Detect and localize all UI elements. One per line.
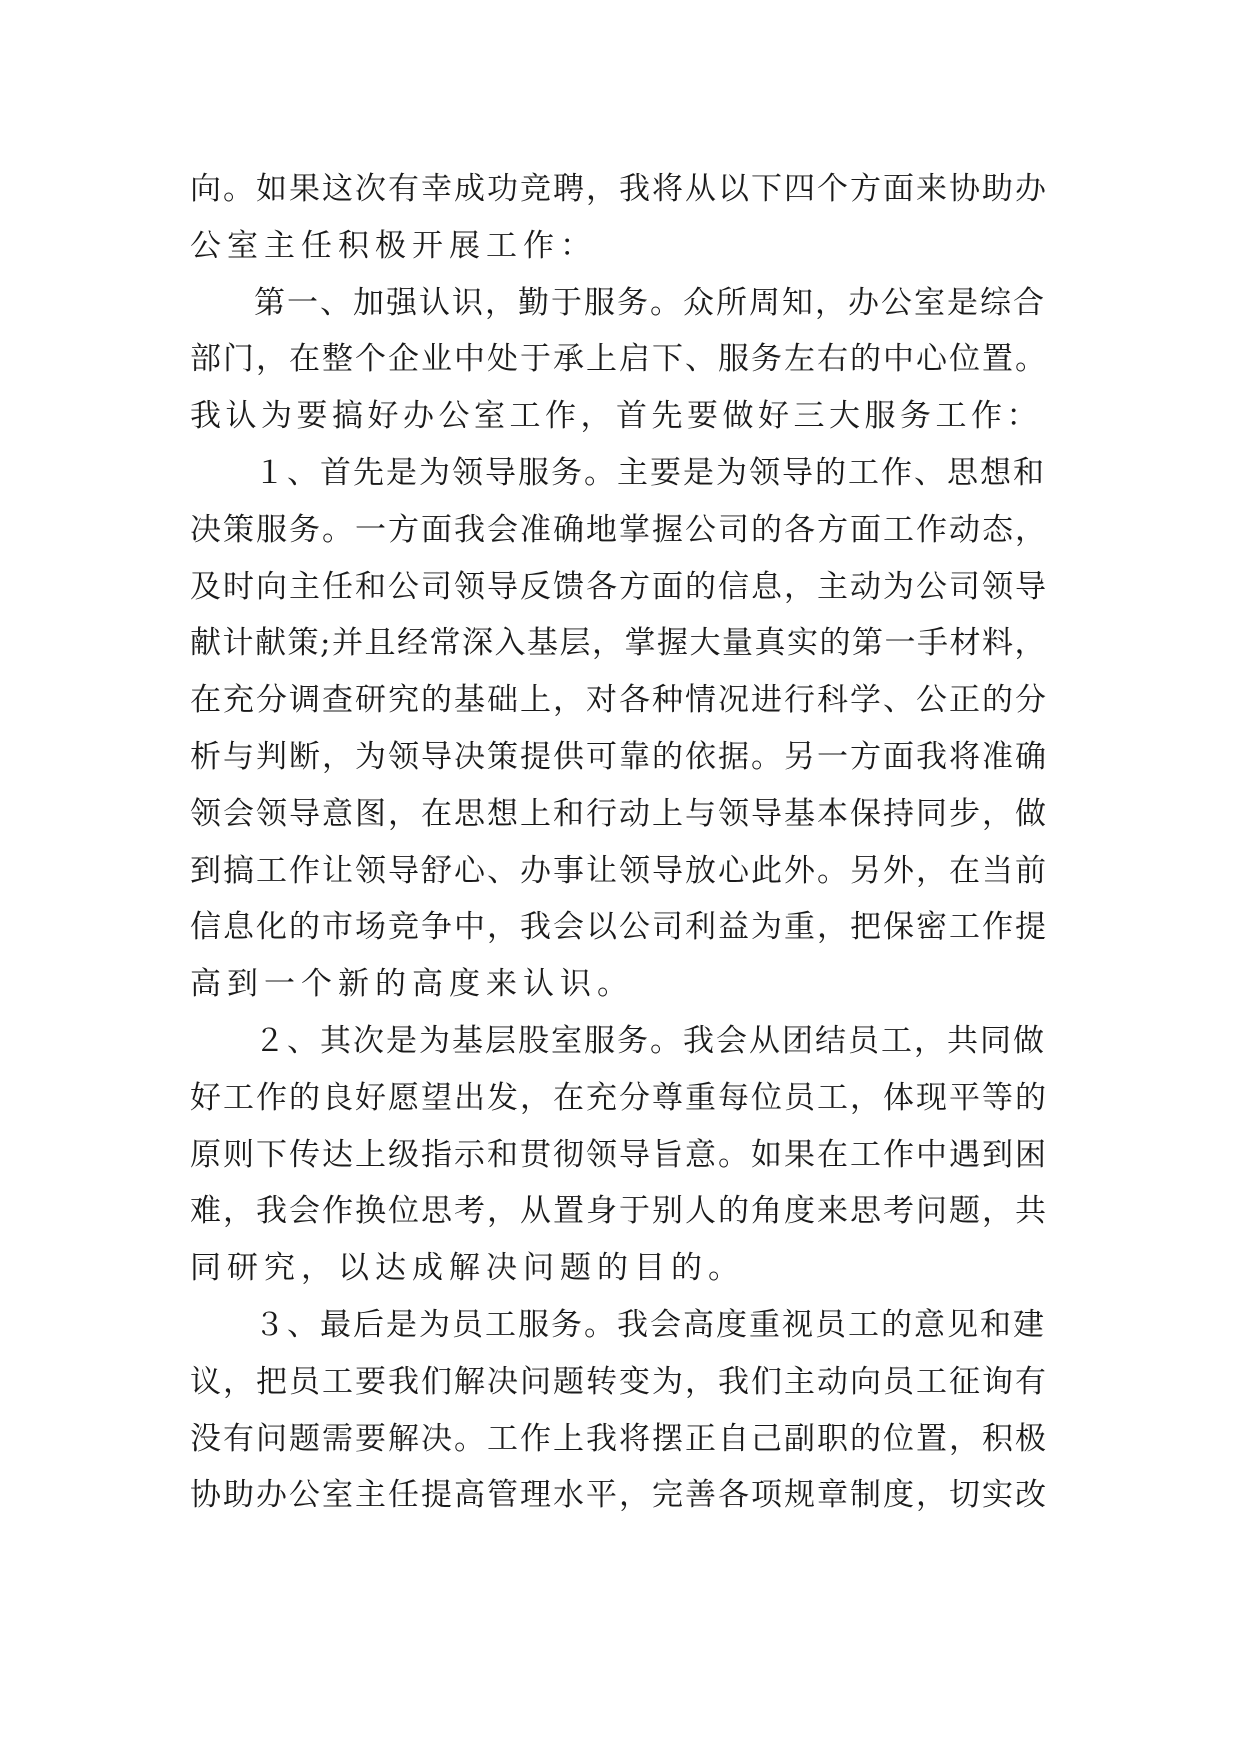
text-line: 及时向主任和公司领导反馈各方面的信息，主动为公司领导 bbox=[190, 568, 1048, 605]
text-line: 议，把员工要我们解决问题转变为，我们主动向员工征询有 bbox=[190, 1363, 1048, 1400]
paragraph-first-line: 第一、加强认识，勤于服务。众所周知，办公室是综合 bbox=[254, 284, 1046, 321]
text-line: 公室主任积极开展工作： bbox=[190, 227, 597, 264]
text-line: 部门，在整个企业中处于承上启下、服务左右的中心位置。 bbox=[190, 341, 1048, 378]
text-line: 协助办公室主任提高管理水平，完善各项规章制度，切实改 bbox=[190, 1477, 1048, 1514]
text-line: 向。如果这次有幸成功竞聘，我将从以下四个方面来协助办 bbox=[190, 171, 1048, 207]
text-line: 高到一个新的高度来认识。 bbox=[190, 966, 634, 1003]
text-line: 难，我会作换位思考，从置身于别人的角度来思考问题，共 bbox=[190, 1193, 1048, 1230]
text-line: 在充分调查研究的基础上，对各种情况进行科学、公正的分 bbox=[190, 682, 1048, 719]
text-line: 好工作的良好愿望出发，在充分尊重每位员工，体现平等的 bbox=[190, 1079, 1048, 1116]
text-line: 到搞工作让领导舒心、办事让领导放心此外。另外，在当前 bbox=[190, 852, 1048, 889]
document-body bbox=[190, 161, 1048, 1524]
text-line: 原则下传达上级指示和贯彻领导旨意。如果在工作中遇到困 bbox=[190, 1136, 1048, 1173]
text-line: 献计献策;并且经常深入基层，掌握大量真实的第一手材料， bbox=[190, 625, 1047, 662]
paragraph-first-line: １、首先是为领导服务。主要是为领导的工作、思想和 bbox=[254, 454, 1046, 491]
text-line: 决策服务。一方面我会准确地掌握公司的各方面工作动态， bbox=[190, 511, 1048, 548]
text-line: 析与判断，为领导决策提供可靠的依据。另一方面我将准确 bbox=[190, 738, 1048, 775]
paragraph-first-line: ２、其次是为基层股室服务。我会从团结员工，共同做 bbox=[254, 1022, 1046, 1059]
text-line: 同研究，以达成解决问题的目的。 bbox=[190, 1250, 745, 1287]
text-line: 领会领导意图，在思想上和行动上与领导基本保持同步，做 bbox=[190, 795, 1048, 832]
text-line: 我认为要搞好办公室工作，首先要做好三大服务工作： bbox=[190, 398, 1042, 435]
text-line: 没有问题需要解决。工作上我将摆正自己副职的位置，积极 bbox=[190, 1420, 1048, 1457]
text-line: 信息化的市场竞争中，我会以公司利益为重，把保密工作提 bbox=[190, 909, 1048, 946]
paragraph-first-line: ３、最后是为员工服务。我会高度重视员工的意见和建 bbox=[254, 1306, 1046, 1343]
